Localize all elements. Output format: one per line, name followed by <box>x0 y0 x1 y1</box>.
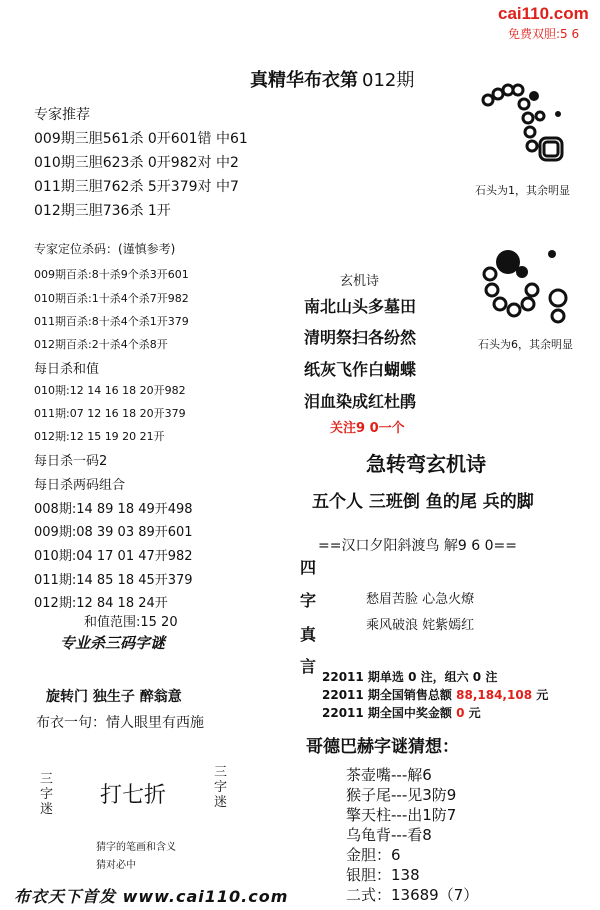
expert-row: 012期三胆736杀 1开 <box>34 203 171 219</box>
sales-total-value: 88,184,108 <box>456 688 533 702</box>
sales-total-label: 22011 期全国销售总额 <box>322 688 452 702</box>
one-code-label: 每日杀一码2 <box>34 454 108 469</box>
goldbach-row: 二式：13689（7） <box>346 886 479 904</box>
sum-kill-row: 012期:12 15 19 20 21开 <box>34 430 165 443</box>
sales-total-unit: 元 <box>536 688 549 702</box>
handwritten-riddle-title: 专业杀三码字谜 <box>60 634 166 652</box>
poem-line: 泪血染成红杜鹃 <box>304 392 417 411</box>
turn-poem-line: 五个人 三班倒 鱼的尾 兵的脚 <box>312 492 534 512</box>
vert-char: 迷 <box>214 795 228 810</box>
buyi-sentence: 布衣一句：情人眼里有西施 <box>36 715 204 731</box>
stone-caption-1: 石头为1，其余明显 <box>475 184 570 197</box>
two-code-heading: 每日杀两码组合 <box>34 478 126 493</box>
riddle-hint: 猜对必中 <box>96 860 136 871</box>
riddle-line: 旋转门 独生子 醉翁意 <box>46 689 182 705</box>
goldbach-row: 擎天柱---出1防7 <box>346 806 457 824</box>
sum-kill-heading: 每日杀和值 <box>34 362 100 377</box>
goldbach-row: 银胆：138 <box>346 866 420 884</box>
sum-range: 和值范围:15 20 <box>84 615 178 630</box>
sum-kill-row: 010期:12 14 16 18 20开982 <box>34 384 186 397</box>
four-char-vert: 四 <box>300 558 317 577</box>
four-char-vert: 言 <box>300 657 317 676</box>
position-kill-row: 012期百杀:2十杀4个杀8开 <box>34 338 168 351</box>
vert-char: 字 <box>40 787 54 802</box>
title-issue: 012期 <box>362 70 415 91</box>
goldbach-row: 乌龟背---看8 <box>346 826 432 844</box>
turn-poem-heading: 急转弯玄机诗 <box>366 452 486 476</box>
riddle-vertical-left <box>40 772 53 817</box>
riddle-center: 打七折 <box>100 783 167 808</box>
goldbach-row: 茶壶嘴---解6 <box>346 766 432 784</box>
sales-line-3 <box>322 704 481 721</box>
title-main: 真精华布衣第 <box>250 70 358 91</box>
position-kill-heading: 专家定位杀码：(谨慎参考) <box>34 242 176 256</box>
sales-prize-unit: 元 <box>468 706 481 720</box>
expert-row: 011期三胆762杀 5开379对 中7 <box>34 179 239 195</box>
footer-text: 布衣天下首发 www.cai110.com <box>14 887 289 906</box>
four-char-vert: 真 <box>300 625 317 644</box>
riddle-vertical-right <box>214 765 227 810</box>
poem-line: 清明祭扫各纷然 <box>304 328 417 347</box>
sum-kill-row: 011期:07 12 16 18 20开379 <box>34 407 186 420</box>
two-code-row: 008期:14 89 18 49开498 <box>34 502 193 517</box>
sales-line-2 <box>322 686 548 703</box>
turn-poem-solve: ==汉口夕阳斜渡鸟 解9 6 0== <box>318 538 517 554</box>
four-char-row: 愁眉苦脸 心急火燎 <box>366 592 475 607</box>
poem-line: 纸灰飞作白蝴蝶 <box>304 360 417 379</box>
two-code-row: 010期:04 17 01 47开982 <box>34 549 193 564</box>
poem-line: 南北山头多墓田 <box>304 297 417 316</box>
site-logo[interactable]: cai110.com <box>498 4 589 23</box>
four-char-row: 乘风破浪 姹紫嫣红 <box>366 618 475 633</box>
sales-prize-label: 22011 期全国中奖金额 <box>322 706 452 720</box>
goldbach-row: 金胆：6 <box>346 846 401 864</box>
vert-char: 三 <box>40 772 54 787</box>
two-code-row: 011期:14 85 18 45开379 <box>34 573 193 588</box>
expert-row: 010期三胆623杀 0开982对 中2 <box>34 155 239 171</box>
stone-picture-1 <box>478 78 588 178</box>
page-title <box>250 66 414 92</box>
stone-caption-2: 石头为6，其余明显 <box>478 338 573 351</box>
position-kill-row: 011期百杀:8十杀4个杀1开379 <box>34 315 189 328</box>
position-kill-row: 010期百杀:1十杀4个杀7开982 <box>34 292 189 305</box>
riddle-hint: 猜字的笔画和含义 <box>96 842 176 853</box>
two-code-row: 009期:08 39 03 89开601 <box>34 525 193 540</box>
vert-char: 迷 <box>40 802 54 817</box>
goldbach-heading: 哥德巴赫字谜猜想： <box>306 737 459 757</box>
focus-note: 关注9 0一个 <box>330 421 405 436</box>
sales-prize-value: 0 <box>456 706 465 720</box>
stone-picture-2 <box>478 246 588 336</box>
position-kill-row: 009期百杀:8十杀9个杀3开601 <box>34 268 189 281</box>
vert-char: 字 <box>214 780 228 795</box>
four-char-vert: 字 <box>300 591 317 610</box>
expert-row: 009期三胆561杀 0开601错 中61 <box>34 131 248 147</box>
poem-heading: 玄机诗 <box>340 274 380 289</box>
expert-heading: 专家推荐 <box>34 107 90 123</box>
goldbach-row: 猴子尾---见3防9 <box>346 786 457 804</box>
free-double-label: 免费双胆:5 6 <box>508 27 580 41</box>
two-code-row: 012期:12 84 18 24开 <box>34 596 168 611</box>
vert-char: 三 <box>214 765 228 780</box>
sales-line-1: 22011 期单选 0 注，组六 0 注 <box>322 670 498 684</box>
